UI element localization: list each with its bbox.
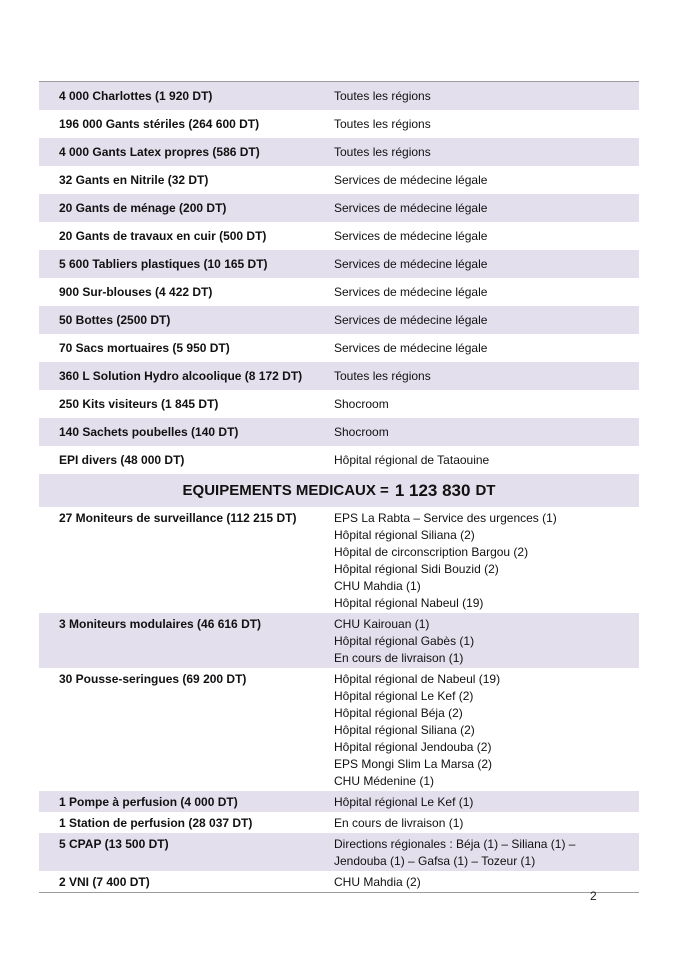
destination-cell bbox=[334, 616, 639, 667]
destination-cell bbox=[334, 794, 639, 811]
item-cell: 2 VNI (7 400 DT) bbox=[59, 875, 150, 889]
table-row bbox=[39, 668, 639, 791]
item-cell: 900 Sur-blouses (4 422 DT) bbox=[59, 284, 213, 299]
destination-line: Hôpital régional Le Kef (1) bbox=[334, 795, 474, 809]
item-cell: 1 Station de perfusion (28 037 DT) bbox=[59, 816, 253, 830]
destination-cell: Services de médecine légale bbox=[334, 172, 488, 187]
destination-cell: Services de médecine légale bbox=[334, 256, 488, 271]
destination-line: En cours de livraison (1) bbox=[334, 651, 464, 665]
table-row bbox=[39, 306, 639, 334]
table-row bbox=[39, 138, 639, 166]
item-cell: 360 L Solution Hydro alcoolique (8 172 DT) bbox=[59, 368, 303, 383]
item-cell: 4 000 Charlottes (1 920 DT) bbox=[59, 88, 213, 103]
destination-line: Hôpital régional Siliana (2) bbox=[334, 528, 475, 542]
section-heading-label: EQUIPEMENTS MEDICAUX = bbox=[182, 482, 389, 499]
destination-cell: Shocroom bbox=[334, 424, 389, 439]
destination-line: Hôpital régional Béja (2) bbox=[334, 706, 463, 720]
destination-line: EPS Mongi Slim La Marsa (2) bbox=[334, 757, 493, 771]
destination-line: Hôpital régional Sidi Bouzid (2) bbox=[334, 562, 499, 576]
table-row bbox=[39, 362, 639, 390]
item-cell: 20 Gants de ménage (200 DT) bbox=[59, 200, 227, 215]
item-cell: 5 CPAP (13 500 DT) bbox=[59, 837, 169, 851]
item-cell: 20 Gants de travaux en cuir (500 DT) bbox=[59, 228, 267, 243]
section-heading-unit: DT bbox=[475, 482, 496, 499]
table-row bbox=[39, 833, 639, 871]
destination-cell: Services de médecine légale bbox=[334, 312, 488, 327]
section-heading bbox=[39, 474, 639, 507]
destination-cell: Services de médecine légale bbox=[334, 200, 488, 215]
destination-cell: Toutes les régions bbox=[334, 144, 431, 159]
destination-cell bbox=[334, 510, 639, 612]
table-row bbox=[39, 222, 639, 250]
item-cell: 32 Gants en Nitrile (32 DT) bbox=[59, 172, 209, 187]
item-cell: 5 600 Tabliers plastiques (10 165 DT) bbox=[59, 256, 268, 271]
destination-line: CHU Médenine (1) bbox=[334, 774, 435, 788]
table-row bbox=[39, 166, 639, 194]
destination-cell: Services de médecine légale bbox=[334, 284, 488, 299]
table-row bbox=[39, 82, 639, 110]
table-row bbox=[39, 812, 639, 833]
section-heading-amount: 1 123 830 bbox=[394, 480, 471, 500]
table-row bbox=[39, 871, 639, 892]
equipment-table bbox=[39, 81, 639, 893]
destination-cell: Toutes les régions bbox=[334, 368, 431, 383]
destination-cell: Toutes les régions bbox=[334, 116, 431, 131]
destination-cell: Services de médecine légale bbox=[334, 228, 488, 243]
destination-line: Hôpital régional Jendouba (2) bbox=[334, 740, 492, 754]
item-cell: 140 Sachets poubelles (140 DT) bbox=[59, 424, 239, 439]
item-cell: 27 Moniteurs de surveillance (112 215 DT) bbox=[59, 511, 297, 525]
table-row bbox=[39, 250, 639, 278]
destination-cell: Hôpital régional de Tataouine bbox=[334, 452, 490, 467]
table-row bbox=[39, 613, 639, 668]
item-cell: 196 000 Gants stériles (264 600 DT) bbox=[59, 116, 260, 131]
table-row bbox=[39, 278, 639, 306]
item-cell: 3 Moniteurs modulaires (46 616 DT) bbox=[59, 617, 262, 631]
destination-cell bbox=[334, 671, 639, 790]
item-cell: 1 Pompe à perfusion (4 000 DT) bbox=[59, 795, 238, 809]
destination-line: CHU Mahdia (1) bbox=[334, 579, 421, 593]
table-row bbox=[39, 446, 639, 474]
destination-cell bbox=[334, 815, 639, 832]
item-cell: 50 Bottes (2500 DT) bbox=[59, 312, 171, 327]
item-cell: 4 000 Gants Latex propres (586 DT) bbox=[59, 144, 260, 159]
item-cell: 30 Pousse-seringues (69 200 DT) bbox=[59, 672, 247, 686]
destination-cell: Services de médecine légale bbox=[334, 340, 488, 355]
table-row bbox=[39, 334, 639, 362]
destination-cell: Shocroom bbox=[334, 396, 389, 411]
destination-line: Hôpital régional Le Kef (2) bbox=[334, 689, 474, 703]
destination-line: EPS La Rabta – Service des urgences (1) bbox=[334, 511, 557, 525]
table-row bbox=[39, 194, 639, 222]
item-cell: 250 Kits visiteurs (1 845 DT) bbox=[59, 396, 219, 411]
destination-line: Hôpital régional de Nabeul (19) bbox=[334, 672, 501, 686]
page-number: 2 bbox=[590, 889, 597, 903]
destination-line: CHU Kairouan (1) bbox=[334, 617, 430, 631]
destination-cell: Toutes les régions bbox=[334, 88, 431, 103]
item-cell: 70 Sacs mortuaires (5 950 DT) bbox=[59, 340, 230, 355]
table-row bbox=[39, 390, 639, 418]
destination-line: Hôpital régional Gabès (1) bbox=[334, 634, 475, 648]
destination-line: Directions régionales : Béja (1) – Siliana (1) – bbox=[334, 837, 576, 851]
destination-line: Hôpital régional Siliana (2) bbox=[334, 723, 475, 737]
item-cell: EPI divers (48 000 DT) bbox=[59, 452, 185, 467]
table-row bbox=[39, 791, 639, 812]
destination-line: Hôpital de circonscription Bargou (2) bbox=[334, 545, 529, 559]
destination-line: En cours de livraison (1) bbox=[334, 816, 464, 830]
table-row bbox=[39, 507, 639, 613]
table-row bbox=[39, 418, 639, 446]
destination-line: Jendouba (1) – Gafsa (1) – Tozeur (1) bbox=[334, 854, 536, 868]
destination-line: CHU Mahdia (2) bbox=[334, 875, 421, 889]
table-row bbox=[39, 110, 639, 138]
destination-line: Hôpital régional Nabeul (19) bbox=[334, 596, 484, 610]
destination-cell bbox=[334, 836, 639, 870]
